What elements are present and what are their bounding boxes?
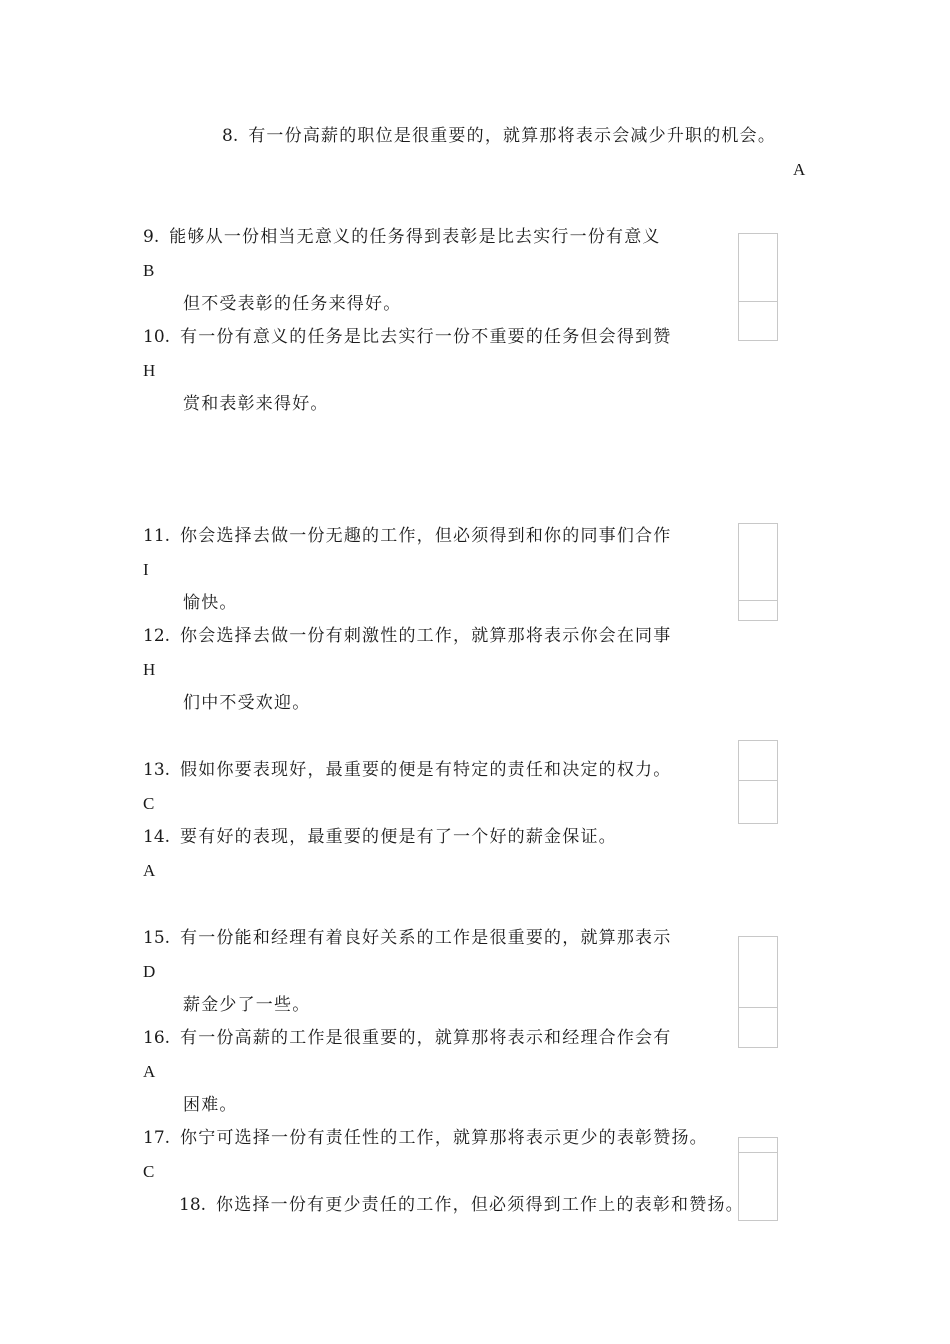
question-number: 12.	[143, 626, 171, 646]
question-number: 13.	[143, 760, 171, 780]
question-text: 有一份能和经理有着良好关系的工作是很重要的，就算那表示	[180, 928, 672, 948]
question-text: 有一份高薪的工作是很重要的，就算那将表示和经理合作会有	[180, 1028, 672, 1048]
question-text: 你选择一份有更少责任的工作，但必须得到工作上的表彰和赞扬。	[216, 1195, 744, 1215]
question-16-continued: 困难。	[183, 1095, 238, 1115]
question-9	[143, 225, 661, 249]
answer-13: C	[143, 794, 155, 813]
answer-15: D	[143, 962, 156, 981]
question-10	[143, 325, 671, 349]
question-9-continued: 但不受表彰的任务来得好。	[183, 294, 402, 314]
question-15	[143, 926, 671, 950]
question-text: 能够从一份相当无意义的任务得到表彰是比去实行一份有意义	[169, 227, 661, 247]
question-number: 17.	[143, 1128, 171, 1148]
answer-9: B	[143, 261, 155, 280]
question-text: 你会选择去做一份无趣的工作，但必须得到和你的同事们合作	[180, 526, 672, 546]
question-number: 11.	[143, 526, 171, 546]
question-text: 要有好的表现，最重要的便是有了一个好的薪金保证。	[180, 827, 617, 847]
question-12-continued: 们中不受欢迎。	[183, 693, 311, 713]
question-11-continued: 愉快。	[183, 593, 238, 613]
question-number: 15.	[143, 928, 171, 948]
answer-box-divider	[738, 780, 778, 781]
answer-box-divider	[738, 301, 778, 302]
answer-box	[738, 740, 778, 824]
question-11	[143, 524, 671, 548]
answer-16: A	[143, 1062, 156, 1081]
answer-14: A	[143, 861, 156, 880]
question-number: 8.	[222, 126, 239, 146]
answer-box-divider	[738, 600, 778, 601]
question-text: 你会选择去做一份有刺激性的工作，就算那将表示你会在同事	[180, 626, 672, 646]
question-13	[143, 758, 671, 782]
answer-box-divider	[738, 1152, 778, 1153]
question-number: 9.	[143, 227, 160, 247]
question-10-continued: 赏和表彰来得好。	[183, 394, 329, 414]
question-12	[143, 624, 671, 648]
answer-box	[738, 1137, 778, 1221]
answer-12: H	[143, 660, 156, 679]
question-number: 10.	[143, 327, 171, 347]
question-14	[143, 825, 617, 849]
question-text: 有一份有意义的任务是比去实行一份不重要的任务但会得到赞	[180, 327, 672, 347]
answer-box-divider	[738, 1007, 778, 1008]
question-text: 有一份高薪的职位是很重要的，就算那将表示会减少升职的机会。	[248, 126, 777, 146]
question-15-continued: 薪金少了一些。	[183, 995, 311, 1015]
answer-box	[738, 936, 778, 1048]
question-number: 16.	[143, 1028, 171, 1048]
answer-11: I	[143, 560, 149, 579]
question-17	[143, 1126, 708, 1150]
question-text: 假如你要表现好，最重要的便是有特定的责任和决定的权力。	[180, 760, 672, 780]
question-number: 14.	[143, 827, 171, 847]
answer-8: A	[793, 160, 806, 179]
question-18	[179, 1193, 744, 1217]
question-16	[143, 1026, 671, 1050]
answer-box	[738, 233, 778, 341]
question-text: 你宁可选择一份有责任性的工作，就算那将表示更少的表彰赞扬。	[180, 1128, 708, 1148]
answer-box	[738, 523, 778, 621]
answer-10: H	[143, 361, 156, 380]
question-number: 18.	[179, 1195, 207, 1215]
answer-17: C	[143, 1162, 155, 1181]
question-8	[222, 124, 776, 148]
